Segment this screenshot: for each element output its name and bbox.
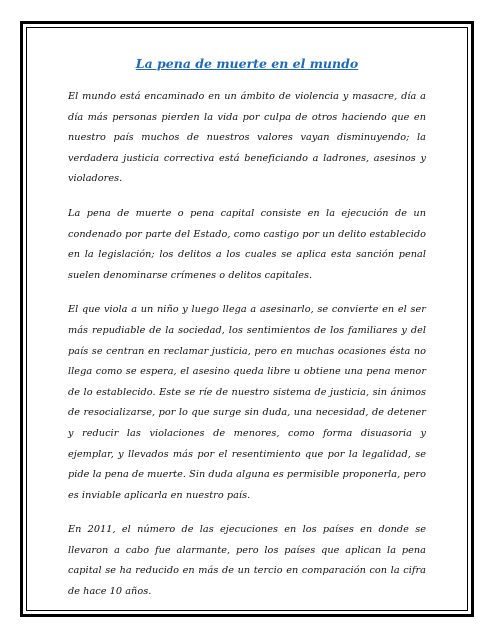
- document-body: [68, 55, 426, 617]
- paragraph-4: En 2011, el número de las ejecuciones en los países en donde se llevaron a cabo fue alarmante, pero los países que aplican la pena capital se ha reducido en más de un tercio en comparación con la cifra de hace 10 años.: [68, 524, 426, 598]
- paragraph-3: El que viola a un niño y luego llega a asesinarlo, se convierte en el ser más repudiable de la sociedad, los sentimientos de los familiares y del país se centran en reclamar justicia, pero en muchas ocasiones ésta no llega como se espera, el asesino queda libre u obtiene una pena menor de lo establecido. Este se ríe de nuestro sistema de justicia, sin ánimos de resocializarse, por lo que surge sin duda, una necesidad, de detener y reducir las violaciones de menores, como forma disuasoria y ejemplar, y llevados más por el resentimiento que por la legalidad, se pide la pena de muerte. Sin duda alguna es permisible proponerla, pero es inviable aplicarla en nuestro país.: [68, 304, 426, 501]
- document-title: La pena de muerte en el mundo: [135, 56, 359, 71]
- paragraph-1: El mundo está encaminado en un ámbito de violencia y masacre, día a día más personas pierden la vida por culpa de otros haciendo que en nuestro país muchos de nuestros valores vayan disminuyendo; la verdadera justicia correctiva está beneficiando a ladrones, asesinos y violadores.: [68, 91, 426, 185]
- paragraph-2: La pena de muerte o pena capital consiste en la ejecución de un condenado por parte del Estado, como castigo por un delito establecido en la legislación; los delitos a los cuales se aplica esta sanción penal suelen denominarse crímenes o delitos capitales.: [68, 207, 426, 281]
